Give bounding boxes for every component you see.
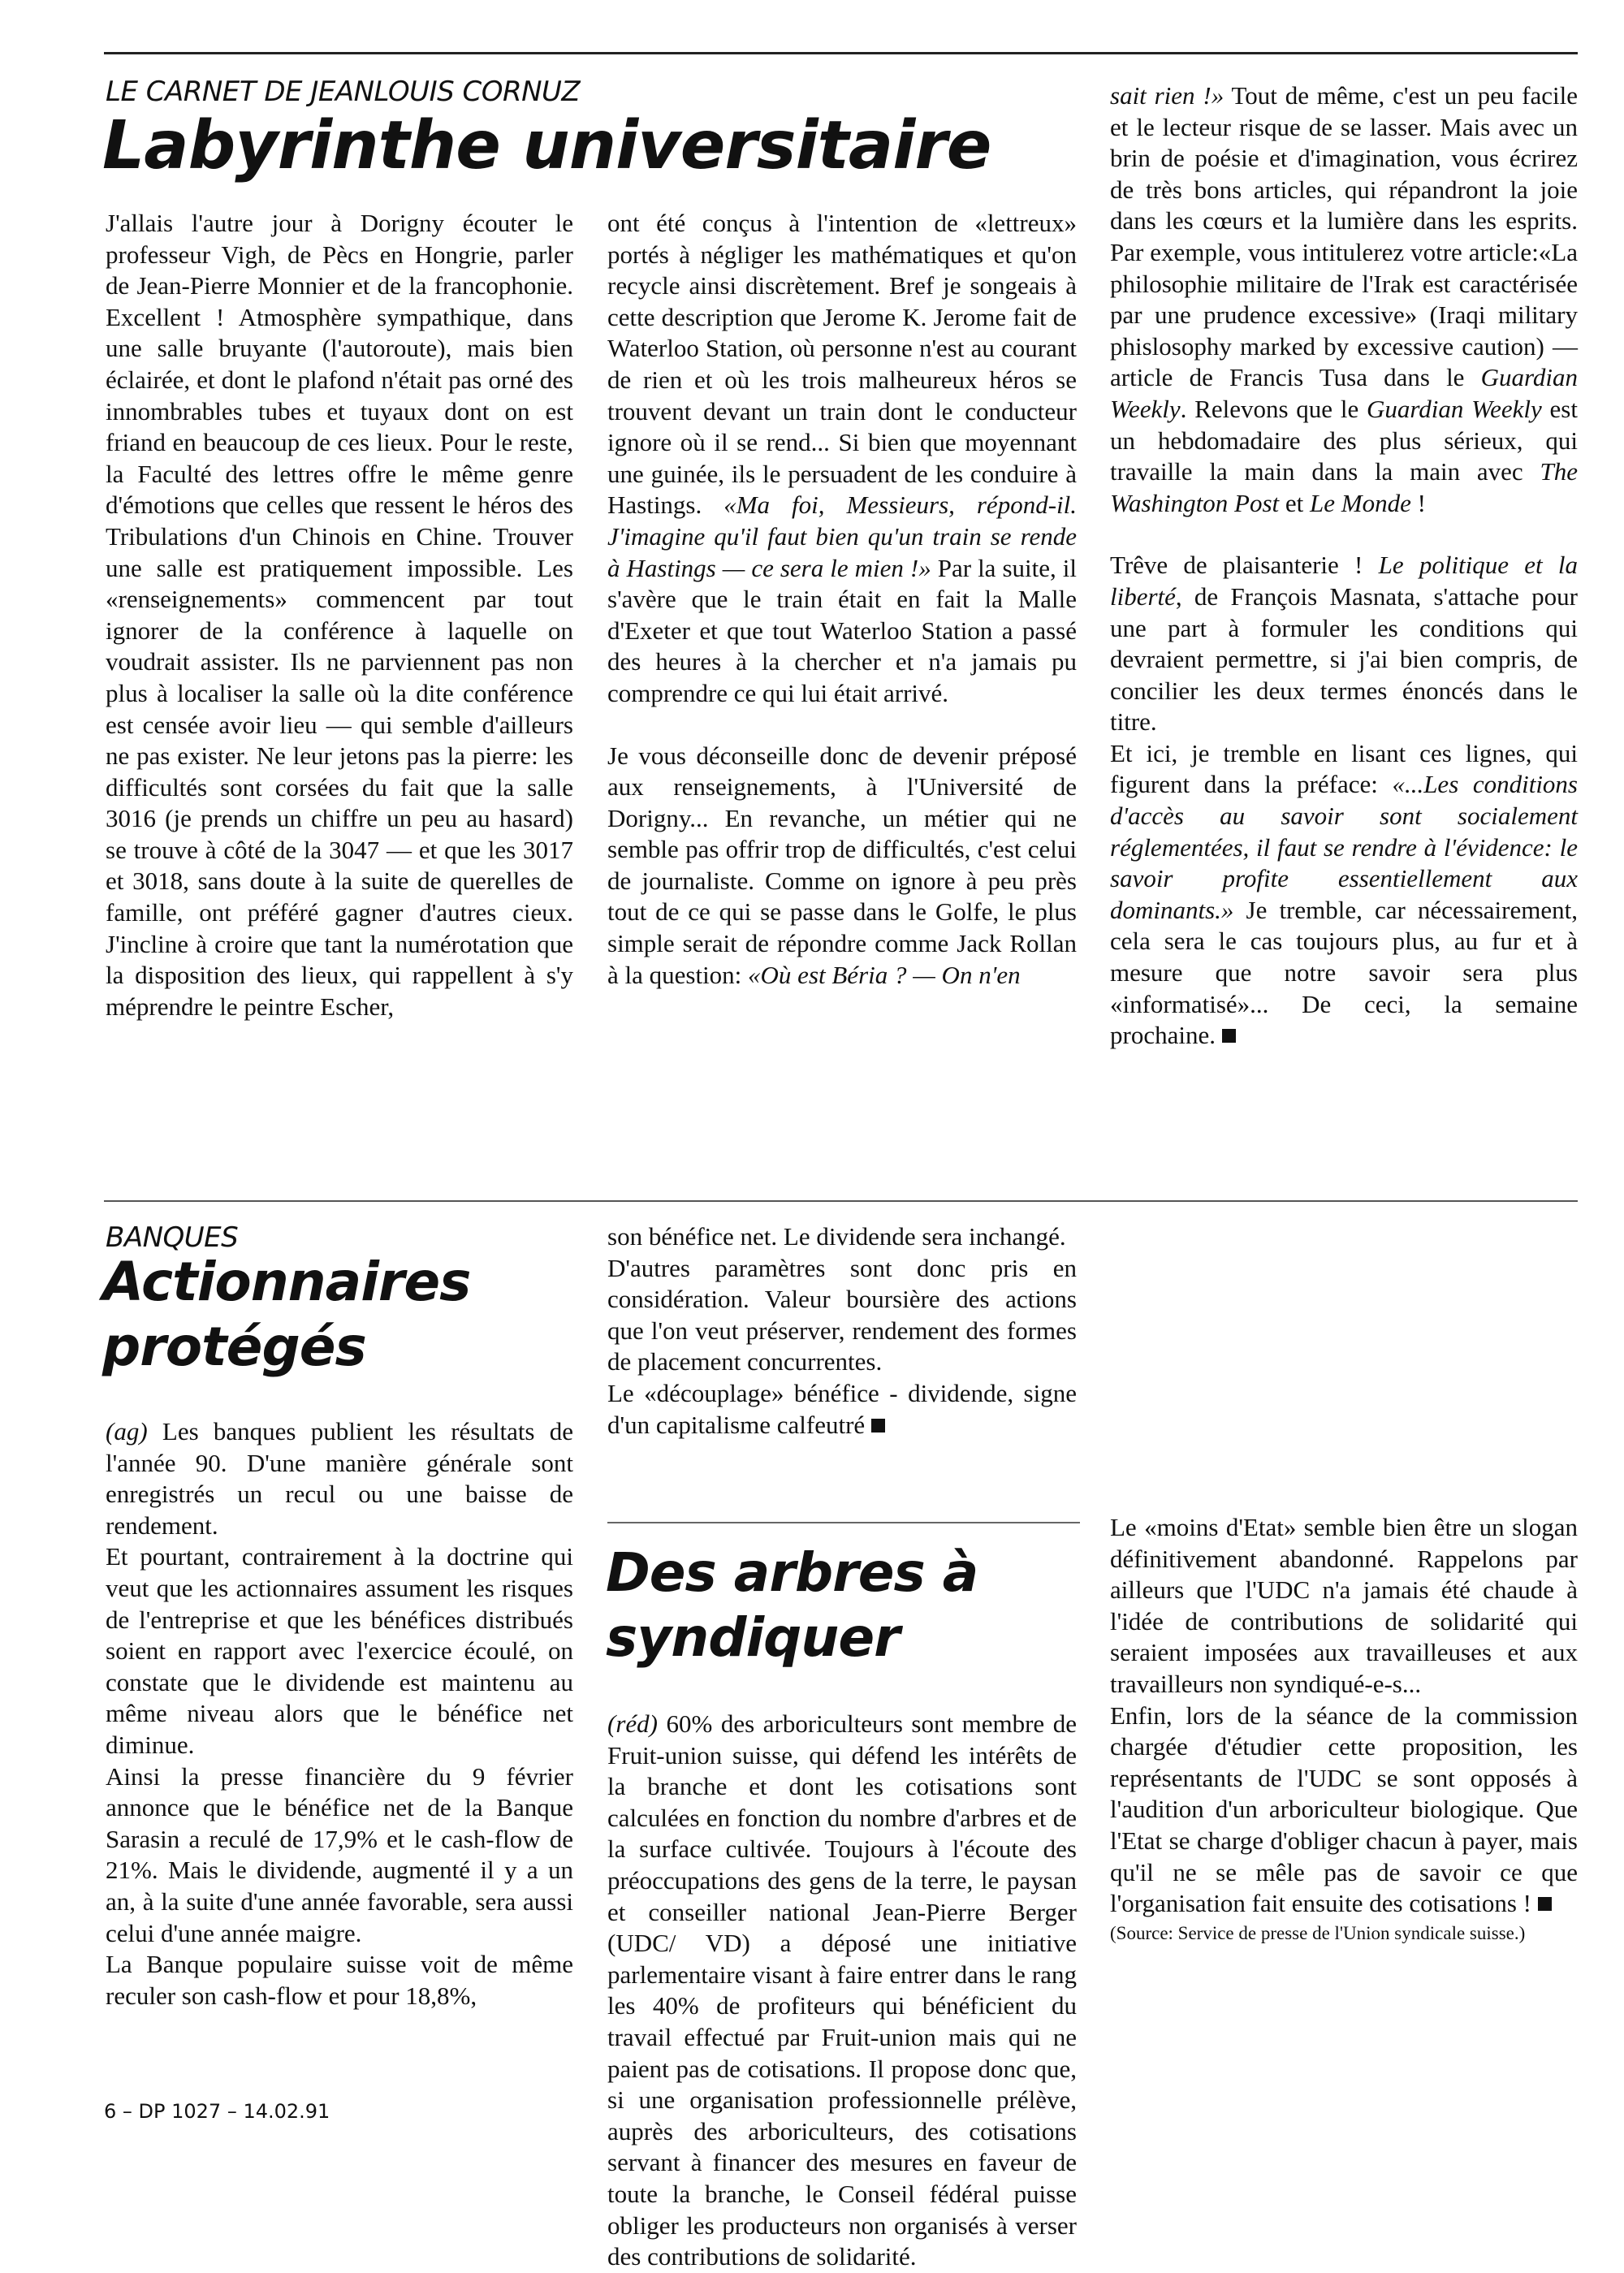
article1-column-2 [607,208,1077,991]
article2-title-line2: protégés [102,1316,366,1378]
end-square-icon [1222,1029,1236,1043]
article2-kicker: BANQUES [106,1221,239,1254]
article3-paragraph: (réd) 60% des arboriculteurs sont membre de Fruit-union suisse, qui défend les intérêts de la branche et dont les cotisations sont calculées en fonction du nombre d'arbres et de la surface cultivée. Toujours à l'écoute des préoccupations des gens de la terre, le paysan et conseiller national Jean-Pierre Berger (UDC/ VD) a déposé une initiative parlementaire visant à faire entrer dans le rang les 40% de profiteurs qui bénéficient du travail effectué par Fruit-union mais qui ne paient pas de cotisations. Il propose donc que, si une organisation professionnelle prélève, auprès des arboriculteurs, des cotisations servant à financer des mesures en faveur de toute la branche, le Conseil fédéral puisse obliger les producteurs non organisés à verser des contributions de solidarité. [607,1709,1077,2271]
article2-title-line1: Actionnaires [102,1251,471,1313]
column-rule [607,1522,1080,1523]
article3-title-line2: syndiquer [606,1606,900,1669]
article3-paragraph: Le «moins d'Etat» semble bien être un slogan définitivement abandonné. Rappelons par ailleurs que l'UDC n'a jamais été chaude à l'idée de contributions de solidarité qui seraient imposées aux travailleuses et aux travailleurs non syndiqué-e-s... [1110,1513,1578,1698]
article1-paragraph: Je vous déconseille donc de devenir préposé aux renseignements, à l'Université de Dorigny... En revanche, un métier qui ne semble pas offrir trop de difficultés, c'est celui de journaliste. Comme on ignore à peu près tout de ce qui se passe dans le Golfe, le plus simple serait de répondre comme Jack Rollan à la question: «Où est Béria ? — On n'en [607,741,1077,989]
article2-paragraph: Et pourtant, contrairement à la doctrine qui veut que les actionnaires assument les risques de l'entreprise et que les bénéfices distribués soient en rapport avec l'exercice écoulé, on constate que le dividende est maintenu au même niveau alors que le bénéfice net diminue. [106,1542,573,1759]
article1-paragraph: sait rien !» Tout de même, c'est un peu facile et le lecteur risque de se lasser. Mais avec un brin de poésie et d'imagination, vous écrirez de très bons articles, qui répandront la joie dans les cœurs et la lumière dans les esprits. Par exemple, vous intitulerez votre article:«La philosophie militaire de l'Irak est caractérisée par une prudence excessive» (Iraqi military phislosophy marked by excessive caution) — article de Francis Tusa dans le Guardian Weekly. Relevons que le Guardian Weekly est un hebdomadaire des plus sérieux, qui travaille la main dans la main avec The Washington Post et Le Monde ! [1110,81,1578,517]
article2-paragraph: La Banque populaire suisse voit de même reculer son cash-flow et pour 18,8%, [106,1950,573,2010]
article3-paragraph: Enfin, lors de la séance de la commission chargée d'étudier cette proposition, les représentants de l'UDC se sont opposés à l'audition d'un arboriculteur biologique. Que l'Etat se charge d'obliger chacun à payer, mais qu'il ne se mêle pas de savoir ce que l'organisation fait ensuite des cotisations ! [1110,1700,1578,1918]
end-square-icon [871,1419,885,1433]
article1-kicker: LE CARNET DE JEANLOUIS CORNUZ [106,76,581,108]
article2-column-1 [106,1416,573,2012]
article2-paragraph: son bénéfice net. Le dividende sera inchangé. [607,1222,1066,1251]
source-note: (Source: Service de presse de l'Union syndicale suisse.) [1110,1922,1526,1943]
article1-title: Labyrinthe universitaire [102,107,991,184]
top-rule [104,52,1578,54]
article2-column-2 [607,1221,1077,1441]
article3-title-line1: Des arbres à [606,1541,978,1604]
article3-column-1 [607,1709,1077,2273]
page-footer: 6 – DP 1027 – 14.02.91 [104,2100,330,2123]
article1-paragraph: ont été conçus à l'intention de «lettreux» portés à négliger les mathématiques et qu'on recycle ainsi discrètement. Bref je songeais à cette description que Jerome K. Jerome fait de Waterloo Station, où personne n'est au courant de rien et où les trois malheureux héros se trouvent devant un train dont le conducteur ignore où il se rend... Si bien que moyennant une guinée, ils le persuadent de les conduire à Hastings. «Ma foi, Messieurs, répond-il. J'imagine qu'il faut bien qu'un train se rende à Hastings — ce sera le mien !» Par la suite, il s'avère que le train était en fait la Malle d'Exeter et que tout Waterloo Station a passé des heures à la chercher et n'a jamais pu comprendre ce qui lui était arrivé. [607,209,1077,707]
article1-paragraph: J'allais l'autre jour à Dorigny écouter le professeur Vigh, de Pècs en Hongrie, parler de Jean-Pierre Monnier et de la francophonie. Excellent ! Atmosphère sympathique, dans une salle bruyante (l'autoroute), mais bien éclairée, et dont le plafond n'était pas orné des innombrables tubes et tuyaux dont on est friand en beaucoup de ces lieux. Pour le reste, la Faculté des lettres offre le même genre d'émotions que celles que ressent le héros des Tribulations d'un Chinois en Chine. Trouver une salle est pratiquement impossible. Les «renseignements» commencent par tout ignorer de la conférence à laquelle on voudrait assister. Ils ne parviennent pas non plus à localiser la salle où la dite conférence est censée avoir lieu — qui semble d'ailleurs ne pas exister. Ne leur jetons pas la pierre: les difficultés sont corsées du fait que la salle 3016 (je prends un chiffre un peu au hasard) se trouve à côté de la 3047 — et que les 3017 et 3018, sans doute à la suite de querelles de famille, ont préféré gagner d'autres cieux. J'incline à croire que tant la numérotation que la disposition des lieux, qui rappellent à s'y méprendre le peintre Escher, [106,209,573,1021]
end-square-icon [1538,1897,1552,1911]
article1-column-3 [1110,80,1578,1052]
article2-paragraph: D'autres paramètres sont donc pris en considération. Valeur boursière des actions que l'on veut préserver, rendement des formes de placement concurrentes. [607,1253,1077,1376]
article2-paragraph: Ainsi la presse financière du 9 février annonce que le bénéfice net de la Banque Sarasin a reculé de 17,9% et le cash-flow de 21%. Mais le dividende, augmenté il y a un an, à la suite d'une année favorable, sera aussi celui d'une année maigre. [106,1761,573,1947]
article1-paragraph: Trêve de plaisanterie ! Le politique et la liberté, de François Masnata, s'attache pour une part à formuler les conditions qui devraient permettre, si j'ai bien compris, de concilier les deux termes énoncés dans le titre. [1110,551,1578,737]
section-rule [104,1200,1578,1202]
article1-paragraph: Et ici, je tremble en lisant ces lignes, qui figurent dans la préface: «...Les conditions d'accès au savoir sont socialement réglementées, il faut se rendre à l'évidence: le savoir profite essentiellement aux dominants.» Je tremble, car nécessairement, cela sera le cas toujours plus, au fur et à mesure que notre savoir sera plus «informatisé»... De ceci, la semaine prochaine. [1110,738,1578,1050]
article1-column-1 [106,208,573,1022]
article2-paragraph: (ag) Les banques publient les résultats de l'année 90. D'une manière générale sont enregistrés un recul ou une baisse de rendement. [106,1417,573,1540]
article3-column-3 [1110,1512,1578,1947]
article2-paragraph: Le «découplage» bénéfice - dividende, signe d'un capitalisme calfeutré [607,1378,1077,1439]
